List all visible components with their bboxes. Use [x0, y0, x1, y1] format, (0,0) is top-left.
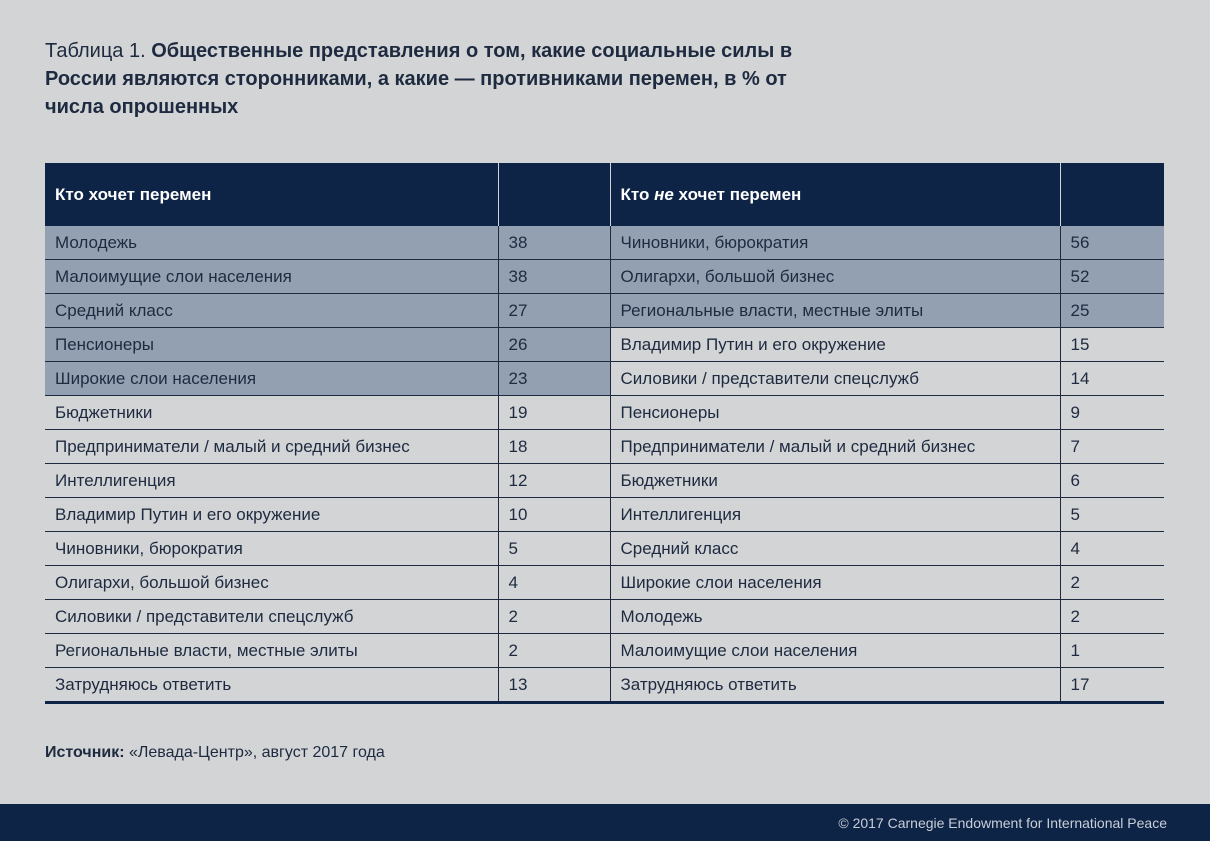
table-body: [45, 226, 1164, 703]
cell-no-change-group: Чиновники, бюрократия: [610, 226, 1060, 260]
table-row: [45, 634, 1164, 668]
cell-wants-change-group: Пенсионеры: [45, 328, 498, 362]
copyright-text: © 2017 Carnegie Endowment for International Peace: [838, 815, 1167, 831]
cell-no-change-group: Пенсионеры: [610, 396, 1060, 430]
cell-wants-change-group: Широкие слои населения: [45, 362, 498, 396]
header-no-change-value: [1060, 163, 1164, 226]
cell-wants-change-value: 2: [498, 634, 610, 668]
table-header-row: [45, 163, 1164, 226]
cell-wants-change-group: Владимир Путин и его окружение: [45, 498, 498, 532]
table-row: [45, 600, 1164, 634]
header-no-change: Кто не хочет перемен: [610, 163, 1060, 226]
cell-wants-change-value: 18: [498, 430, 610, 464]
cell-wants-change-value: 13: [498, 668, 610, 703]
cell-no-change-value: 25: [1060, 294, 1164, 328]
title-lead: Таблица 1.: [45, 40, 152, 62]
cell-wants-change-group: Олигархи, большой бизнес: [45, 566, 498, 600]
source-label: Источник:: [45, 744, 125, 761]
cell-no-change-value: 52: [1060, 260, 1164, 294]
cell-wants-change-group: Малоимущие слои населения: [45, 260, 498, 294]
cell-no-change-value: 2: [1060, 600, 1164, 634]
cell-wants-change-group: Чиновники, бюрократия: [45, 532, 498, 566]
cell-no-change-value: 7: [1060, 430, 1164, 464]
cell-no-change-group: Предприниматели / малый и средний бизнес: [610, 430, 1060, 464]
cell-wants-change-group: Предприниматели / малый и средний бизнес: [45, 430, 498, 464]
cell-wants-change-value: 5: [498, 532, 610, 566]
table-row: [45, 430, 1164, 464]
cell-no-change-group: Олигархи, большой бизнес: [610, 260, 1060, 294]
cell-no-change-group: Бюджетники: [610, 464, 1060, 498]
survey-table: [45, 163, 1164, 704]
table-row: [45, 328, 1164, 362]
table-row: [45, 532, 1164, 566]
cell-no-change-group: Владимир Путин и его окружение: [610, 328, 1060, 362]
cell-no-change-value: 4: [1060, 532, 1164, 566]
cell-wants-change-group: Интеллигенция: [45, 464, 498, 498]
source-text: «Левада-Центр», август 2017 года: [124, 744, 385, 761]
table-row: [45, 668, 1164, 703]
cell-wants-change-value: 4: [498, 566, 610, 600]
table-row: [45, 260, 1164, 294]
cell-no-change-value: 9: [1060, 396, 1164, 430]
cell-wants-change-value: 2: [498, 600, 610, 634]
cell-no-change-value: 15: [1060, 328, 1164, 362]
cell-no-change-group: Молодежь: [610, 600, 1060, 634]
cell-no-change-group: Малоимущие слои населения: [610, 634, 1060, 668]
cell-no-change-value: 2: [1060, 566, 1164, 600]
cell-no-change-group: Широкие слои населения: [610, 566, 1060, 600]
source-note: [45, 744, 385, 762]
cell-no-change-value: 14: [1060, 362, 1164, 396]
header-wants-change: Кто хочет перемен: [45, 163, 498, 226]
cell-no-change-group: Затрудняюсь ответить: [610, 668, 1060, 703]
cell-wants-change-value: 12: [498, 464, 610, 498]
cell-wants-change-group: Молодежь: [45, 226, 498, 260]
cell-wants-change-value: 10: [498, 498, 610, 532]
cell-wants-change-value: 23: [498, 362, 610, 396]
table-row: [45, 464, 1164, 498]
cell-wants-change-group: Региональные власти, местные элиты: [45, 634, 498, 668]
cell-no-change-value: 5: [1060, 498, 1164, 532]
cell-wants-change-group: Затрудняюсь ответить: [45, 668, 498, 703]
cell-wants-change-group: Бюджетники: [45, 396, 498, 430]
title-text: Общественные представления о том, какие социальные силы в России являются сторонниками, а какие — противниками перемен, в % от числа опрошенных: [45, 40, 793, 118]
table-row: [45, 498, 1164, 532]
table-row: [45, 396, 1164, 430]
header-wants-change-value: [498, 163, 610, 226]
cell-wants-change-value: 26: [498, 328, 610, 362]
table-title: [45, 37, 845, 121]
table-row: [45, 294, 1164, 328]
table-row: [45, 362, 1164, 396]
footer-bar: [0, 804, 1210, 841]
table-row: [45, 566, 1164, 600]
cell-no-change-group: Интеллигенция: [610, 498, 1060, 532]
cell-wants-change-value: 38: [498, 260, 610, 294]
table-row: [45, 226, 1164, 260]
cell-no-change-value: 1: [1060, 634, 1164, 668]
cell-no-change-value: 6: [1060, 464, 1164, 498]
cell-wants-change-value: 27: [498, 294, 610, 328]
cell-wants-change-value: 19: [498, 396, 610, 430]
cell-no-change-value: 56: [1060, 226, 1164, 260]
cell-wants-change-group: Средний класс: [45, 294, 498, 328]
cell-no-change-group: Региональные власти, местные элиты: [610, 294, 1060, 328]
cell-wants-change-group: Силовики / представители спецслужб: [45, 600, 498, 634]
cell-no-change-group: Средний класс: [610, 532, 1060, 566]
cell-wants-change-value: 38: [498, 226, 610, 260]
cell-no-change-group: Силовики / представители спецслужб: [610, 362, 1060, 396]
cell-no-change-value: 17: [1060, 668, 1164, 703]
header-no-change-emphasis: не: [654, 184, 674, 204]
